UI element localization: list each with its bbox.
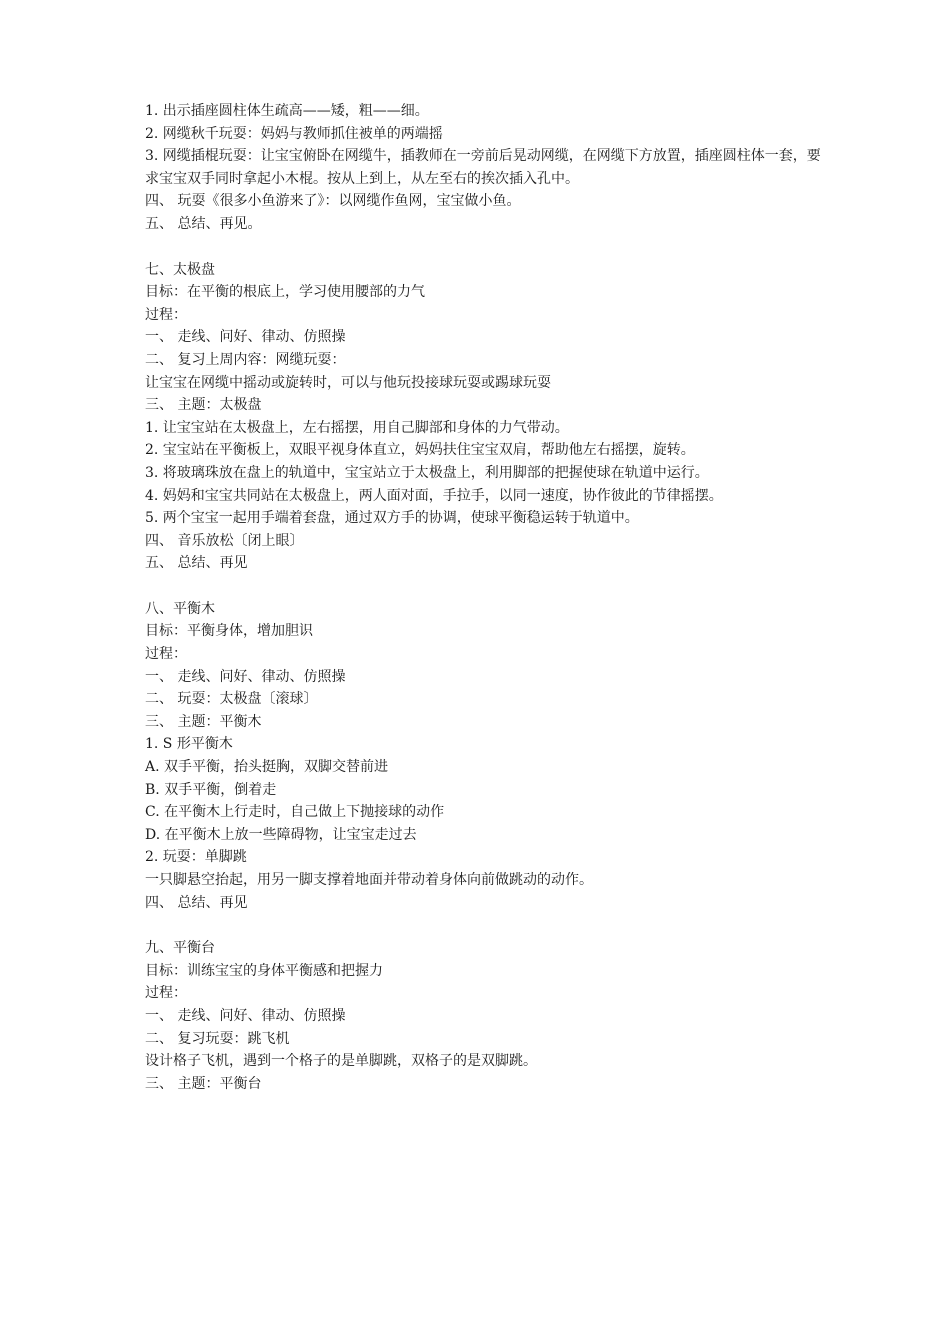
text-line: 一、 走线、问好、律动、仿照操: [145, 329, 346, 346]
paragraph-gap: [145, 236, 825, 259]
section-9: [145, 937, 825, 1095]
text-line: 四、 玩耍《很多小鱼游来了》：以网缆作鱼网，宝宝做小鱼。: [145, 193, 521, 210]
text-line: B. 双手平衡，倒着走: [145, 781, 277, 798]
text-line: 3. 将玻璃珠放在盘上的轨道中，宝宝站立于太极盘上，利用脚部的把握使球在轨道中运行。: [145, 464, 709, 481]
text-line: 二、 复习玩耍：跳飞机: [145, 1030, 290, 1047]
text-line: 一只脚悬空抬起，用另一脚支撑着地面并带动着身体向前做跳动的动作。: [145, 872, 593, 888]
document-page: [145, 100, 825, 1095]
text-line: 1. S 形平衡木: [145, 736, 233, 753]
text-line: 二、 复习上周内容：网缆玩耍：: [145, 351, 346, 368]
text-line: 让宝宝在网缆中摇动或旋转时，可以与他玩投接球玩耍或踢球玩耍: [145, 374, 551, 391]
text-line: 4. 妈妈和宝宝共同站在太极盘上，两人面对面，手拉手，以同一速度，协作彼此的节律摇摆。: [145, 487, 723, 504]
text-line: 目标：在平衡的根底上，学习使用腰部的力气: [145, 284, 425, 301]
text-line: 四、 总结、再见: [145, 894, 248, 911]
section-heading: 八、平衡木: [145, 600, 215, 617]
text-line: 1. 让宝宝站在太极盘上，左右摇摆，用自己脚部和身体的力气带动。: [145, 419, 569, 436]
section-8: [145, 598, 825, 914]
text-line: A. 双手平衡，抬头挺胸，双脚交替前进: [145, 759, 389, 776]
paragraph-gap: [145, 914, 825, 937]
text-line: 2. 玩耍：单脚跳: [145, 849, 247, 866]
section-6-tail: [145, 100, 825, 236]
text-line: 五、 总结、再见: [145, 555, 248, 572]
text-line: 过程：: [145, 306, 187, 323]
text-line: 设计格子飞机，遇到一个格子的是单脚跳，双格子的是双脚跳。: [145, 1053, 537, 1070]
text-line: 2. 网缆秋千玩耍：妈妈与教师抓住被单的两端摇: [145, 125, 443, 142]
text-line: 过程：: [145, 646, 187, 663]
text-line: 五、 总结、再见。: [145, 215, 262, 232]
text-line: 二、 玩耍：太极盘〔滚球〕: [145, 691, 318, 708]
section-heading: 九、平衡台: [145, 940, 215, 957]
text-line: C. 在平衡木上行走时，自己做上下抛接球的动作: [145, 804, 445, 821]
text-line: 目标：平衡身体，增加胆识: [145, 623, 313, 640]
text-line: 1. 出示插座圆柱体生疏高——矮，粗——细。: [145, 103, 429, 119]
text-line: 5. 两个宝宝一起用手端着套盘，通过双方手的协调，使球平衡稳运转于轨道中。: [145, 510, 639, 527]
section-7: [145, 259, 825, 575]
text-line: 一、 走线、问好、律动、仿照操: [145, 668, 346, 685]
section-heading: 七、太极盘: [145, 261, 215, 278]
text-line: 三、 主题：平衡木: [145, 713, 262, 730]
text-line: D. 在平衡木上放一些障碍物，让宝宝走过去: [145, 826, 417, 843]
text-line: 三、 主题：平衡台: [145, 1075, 262, 1092]
paragraph-gap: [145, 575, 825, 598]
text-line: 3. 网缆插棍玩耍：让宝宝俯卧在网缆牛，插教师在一旁前后晃动网缆，在网缆下方放置，插座圆柱体一套，要求宝宝双手同时拿起小木棍。按从上到上，从左至右的挨次插入孔中。: [145, 148, 821, 187]
text-line: 过程：: [145, 985, 187, 1002]
text-line: 目标：训练宝宝的身体平衡感和把握力: [145, 962, 383, 979]
text-line: 一、 走线、问好、律动、仿照操: [145, 1007, 346, 1024]
text-line: 三、 主题：太极盘: [145, 397, 262, 414]
text-line: 2. 宝宝站在平衡板上，双眼平视身体直立，妈妈扶住宝宝双肩，帮助他左右摇摆，旋转。: [145, 442, 695, 459]
text-line: 四、 音乐放松〔闭上眼〕: [145, 532, 304, 549]
